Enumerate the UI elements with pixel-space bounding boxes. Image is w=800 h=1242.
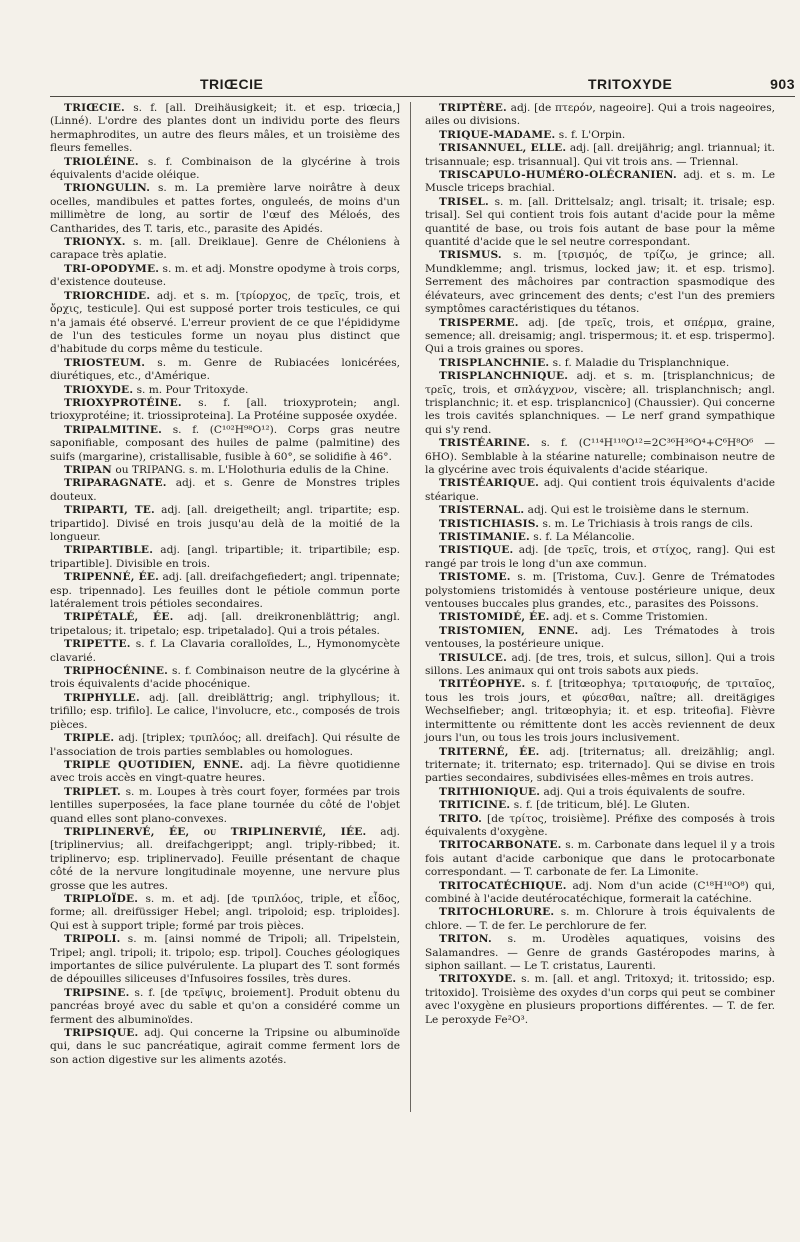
dictionary-entry bbox=[50, 156, 400, 183]
dictionary-entry bbox=[50, 571, 400, 611]
entry-definition: adj. Qui concerne la Tripsine ou albuminoïde qui, dans le suc pancréatique, agirait comme ferment lors de son action digestive sur les aliments azotés. bbox=[50, 1027, 400, 1066]
entry-headword: TRIPETTE. bbox=[64, 638, 131, 651]
entry-headword: TRISTOMIEN, ENNE. bbox=[439, 624, 579, 637]
dictionary-entry bbox=[50, 182, 400, 236]
entry-definition: s. f. Combinaison de la glycérine à trois équivalents d'acide oléique. bbox=[50, 155, 400, 182]
entry-headword: TRISTOME. bbox=[439, 571, 511, 584]
right-guide-word: TRITOXYDE bbox=[588, 76, 673, 92]
dictionary-entry bbox=[50, 397, 400, 424]
entry-headword: TRISEL. bbox=[439, 195, 489, 208]
entry-headword: TRIPARTIBLE. bbox=[64, 544, 154, 557]
left-guide-word: TRIŒCIE bbox=[200, 76, 264, 92]
entry-headword: TRITOCATÉCHIQUE. bbox=[439, 879, 567, 892]
entry-definition: s. m. et adj. Monstre opodyme à trois corps, d'existence douteuse. bbox=[50, 262, 400, 289]
dictionary-entry bbox=[50, 464, 400, 477]
entry-definition: s. m. [Tristoma, Cuv.]. Genre de Trématodes polystomiens tristomidés à ventouse postérieure unique, deux ventouses buccales plus grandes, etc., parasites des Poissons. bbox=[425, 571, 775, 611]
entry-definition: adj. Qui a trois équivalents de soufre. bbox=[540, 785, 746, 798]
entry-definition: s. f. [all. Dreihäusigkeit; it. et esp. triœcia,] (Linné). L'ordre des plantes dont un individu porte des fleurs hermaphrodites, un autre des fleurs mâles, et un troisième des fleurs femelles. bbox=[50, 102, 400, 155]
entry-definition: s. f. [tritœophya; τριταιοφυής, de τριταῖος, tous les trois jours, et φύεσθαι, naître; all. dreitägiges Wechselfieber; angl. tritœophyia; it. et esp. triteofia]. Fièvre intermittente ou rémittente dont les accès reviennent de deux jours l'un, ou tous les trois jours inclusivement. bbox=[425, 678, 775, 745]
left-column bbox=[50, 102, 400, 1067]
entry-definition: s. f. La Clavaria coralloïdes, L., Hymonomycète clavarié. bbox=[50, 638, 400, 664]
dictionary-entry bbox=[50, 1027, 400, 1067]
entry-headword: TRIOXYPROTÉINE. bbox=[64, 396, 182, 409]
dictionary-entry bbox=[425, 839, 775, 879]
entry-headword: TRIONYX. bbox=[64, 236, 126, 249]
entry-headword: TRIPARTI, TE. bbox=[64, 504, 155, 517]
dictionary-entry bbox=[425, 370, 775, 437]
entry-headword: TRISTICHIASIS. bbox=[439, 517, 540, 530]
entry-headword: TRISTERNAL. bbox=[439, 504, 525, 517]
dictionary-entry bbox=[425, 357, 775, 370]
right-column bbox=[425, 102, 775, 1027]
entry-definition: s. m. Urodèles aquatiques, voisins des Salamandres. — Genre de grands Gastéropodes marins, à siphon saillant. — Le T. cristatus, Laurenti. bbox=[425, 933, 775, 972]
dictionary-entry bbox=[50, 933, 400, 987]
entry-definition: adj. Qui est le troisième dans le sternum. bbox=[524, 504, 750, 517]
entry-headword: TRISPERME. bbox=[439, 316, 519, 329]
entry-headword: TRIOXYDE. bbox=[64, 383, 134, 396]
entry-definition: adj. Les Trématodes à trois ventouses, la postérieure unique. bbox=[425, 624, 775, 651]
entry-definition: adj. Qui contient trois équivalents d'acide stéarique. bbox=[425, 477, 775, 503]
dictionary-entry bbox=[50, 504, 400, 544]
entry-definition: s. m. [τρισμός, de τρίζω, je grince; all. Mundklemme; angl. trismus, locked jaw; it. et esp. trismo]. Serrement des mâchoires par contraction spasmodique des élévateurs, avec grincement des dents; c'est l'un des premiers symptômes caractéristiques du tétanos. bbox=[425, 249, 775, 316]
dictionary-entry bbox=[50, 987, 400, 1027]
entry-headword: TRIOSTEUM. bbox=[64, 356, 146, 369]
entry-definition: adj. [triplinervius; all. dreifachgerippt; angl. triply-ribbed; it. triplinervo; esp. triplinervado]. Feuille présentant de chaque côté de la nervure longitudinale moyenne, une nervure plus grosse que les autres. bbox=[50, 825, 400, 892]
dictionary-entry bbox=[50, 759, 400, 786]
entry-definition: s. f. (C¹¹⁴H¹¹⁰O¹²=2C³⁶H³⁶O⁴+C⁶H⁸O⁶ — 6HO). Semblable à la stéarine naturelle; combinaison neutre de la glycérine avec trois équivalents d'acide stéarique. bbox=[425, 437, 775, 476]
entry-headword: TRISTOMIDÉ, ÉE. bbox=[439, 611, 550, 624]
entry-definition: adj. [triternatus; all. dreizählig; angl. triternate; it. triternato; esp. triternado]. Qui se divise en trois parties secondaires, subdivisées elles-mêmes en trois autres. bbox=[425, 745, 775, 785]
dictionary-entry bbox=[50, 477, 400, 504]
entry-definition: s. m. [all. et angl. Tritoxyd; it. tritossido; esp. tritoxido]. Troisième des oxydes d'un corps qui peut se combiner avec l'oxygène en plusieurs proportions différentes. — T. de fer. Le peroxyde Fe²O³. bbox=[425, 973, 775, 1026]
entry-headword: TRITÉOPHYE. bbox=[439, 678, 526, 691]
entry-definition: s. m. [all. Drittelsalz; angl. trisalt; it. trisale; esp. trisal]. Sel qui contient trois fois autant d'acide pour la même quantité de base, ou trois fois autant de base pour la même quantité d'acide que le sel neutre correspondant. bbox=[425, 195, 775, 249]
dictionary-entry bbox=[425, 531, 775, 544]
entry-headword: TRIORCHIDE. bbox=[64, 289, 151, 302]
entry-headword: TRITERNÉ, ÉE. bbox=[439, 745, 540, 758]
entry-headword: TRIPENNÉ, ÉE. bbox=[64, 571, 160, 584]
entry-definition: s. m. La première larve noirâtre à deux ocelles, mandibules et pattes fortes, onguleés, de moins d'un millimètre de long, au sortir de l'œuf des Méloés, des Cantharides, des T. taris, etc., parasite des Apidés. bbox=[50, 182, 400, 235]
entry-definition: adj. et s. m. Le Muscle triceps brachial. bbox=[425, 169, 775, 195]
entry-definition: ou TRIPANG. s. m. L'Holothuria edulis de la Chine. bbox=[111, 463, 390, 476]
dictionary-entry bbox=[50, 786, 400, 826]
entry-definition: s. f. La Mélancolie. bbox=[529, 531, 635, 543]
entry-headword: TRIPTÈRE. bbox=[439, 102, 507, 114]
entry-headword: TRIPSINE. bbox=[64, 986, 130, 999]
entry-definition: adj. [triplex; τριπλόος; all. dreifach]. Qui résulte de l'association de trois parties semblables ou homologues. bbox=[50, 732, 400, 758]
entry-definition: s. m. Loupes à très court foyer, formées par trois lentilles superposées, la face plane tournée du côté de l'objet quand elles sont plano-convexes. bbox=[50, 785, 400, 825]
entry-definition: s. m. [all. Dreiklaue]. Genre de Chéloniens à carapace très aplatie. bbox=[50, 236, 400, 262]
page-number: 903 bbox=[770, 76, 795, 92]
entry-headword: TRISANNUEL, ELLE. bbox=[439, 142, 567, 155]
dictionary-entry bbox=[425, 518, 775, 531]
entry-headword: TRITOXYDE. bbox=[439, 973, 517, 986]
entry-headword: TRISTIQUE. bbox=[439, 544, 514, 557]
dictionary-entry bbox=[425, 477, 775, 504]
dictionary-entry bbox=[425, 102, 775, 129]
entry-definition: s. f. (C¹⁰²H⁹⁸O¹²). Corps gras neutre saponifiable, composant des huiles de palme (palmitine) des suifs (margarine), cristallisable, fusible à 60°, se solidifie à 46°. bbox=[50, 423, 400, 463]
entry-headword: TRISTIMANIE. bbox=[439, 531, 530, 543]
dictionary-entry bbox=[50, 692, 400, 732]
entry-headword: TRISTÉARINE. bbox=[439, 437, 531, 450]
entry-headword: TRI-OPODYME. bbox=[64, 262, 160, 275]
entry-headword: TRIPAN bbox=[64, 463, 112, 476]
dictionary-entry bbox=[425, 625, 775, 652]
dictionary-entry bbox=[425, 544, 775, 571]
entry-definition: adj. Nom d'un acide (C¹⁸H¹⁰O⁸) qui, combiné à l'acide deutérocatéchique, formerait la catéchine. bbox=[425, 879, 775, 905]
entry-definition: adj. [angl. tripartible; it. tripartibile; esp. tripartible]. Divisible en trois. bbox=[50, 544, 400, 570]
entry-headword: TRIPALMITINE. bbox=[64, 423, 163, 436]
entry-definition: s. f. Combinaison neutre de la glycérine à trois équivalents d'acide phocénique. bbox=[50, 665, 400, 691]
entry-definition: s. m. [ainsi nommé de Tripoli; all. Tripelstein, Tripel; angl. tripoli; it. tripolo; esp. tripol]. Couches géologiques importantes de silice pulvérulente. La plupart des T. sont formés de dépouilles siliceuses d'Infusoires fossiles, très dures. bbox=[50, 933, 400, 986]
entry-headword: TRIQUE-MADAME. bbox=[439, 128, 556, 141]
dictionary-entry bbox=[50, 102, 400, 156]
entry-definition: s. m. Chlorure à trois équivalents de chlore. — T. de fer. Le perchlorure de fer. bbox=[425, 906, 775, 932]
entry-headword: TRITHIONIQUE. bbox=[439, 785, 541, 798]
dictionary-entry bbox=[425, 196, 775, 250]
entry-definition: s. f. [de triticum, blé]. Le Gluten. bbox=[510, 799, 690, 812]
entry-headword: TRIPHOCÉNINE. bbox=[64, 665, 169, 678]
entry-definition: adj. et s. Comme Tristomien. bbox=[549, 611, 708, 624]
dictionary-entry bbox=[50, 357, 400, 384]
entry-headword: TRIPLET. bbox=[64, 785, 121, 798]
dictionary-entry bbox=[50, 665, 400, 692]
dictionary-entry bbox=[425, 906, 775, 933]
dictionary-entry bbox=[425, 746, 775, 786]
entry-headword: TRIOLÉINE. bbox=[64, 155, 139, 168]
dictionary-entry bbox=[425, 880, 775, 907]
entry-headword: TRIPLINERVÉ, ÉE, ou TRIPLINERVIÉ, IÉE. bbox=[64, 825, 367, 838]
entry-definition: adj. [de τρεῖς, trois, et στίχος, rang]. Qui est rangé par trois le long d'un axe commun. bbox=[425, 544, 775, 570]
entry-definition: s. f. L'Orpin. bbox=[555, 128, 626, 141]
entry-definition: adj. [de πτερόν, nageoire]. Qui a trois nageoires, ailes ou divisions. bbox=[425, 102, 775, 128]
dictionary-entry bbox=[50, 638, 400, 665]
entry-definition: s. m. Carbonate dans lequel il y a trois fois autant d'acide carbonique que dans le protocarbonate correspondant. — T. carbonate de fer. La Limonite. bbox=[425, 839, 775, 879]
dictionary-entry bbox=[425, 786, 775, 799]
dictionary-entry bbox=[50, 893, 400, 933]
entry-headword: TRIPLE QUOTIDIEN, ENNE. bbox=[64, 758, 244, 771]
entry-definition: adj. [all. dreiblättrig; angl. triphyllous; it. trifillo; esp. trifilo]. Le calice, l'involucre, etc., composés de trois pièces. bbox=[50, 691, 400, 731]
entry-headword: TRISCAPULO-HUMÉRO-OLÉCRANIEN. bbox=[439, 169, 677, 182]
entry-definition: adj. [de τρεῖς, trois, et σπέρμα, graine, semence; all. dreisamig; angl. trispermous; it. et esp. trispermo]. Qui a trois graines ou spores. bbox=[425, 316, 775, 356]
dictionary-entry bbox=[50, 732, 400, 759]
entry-headword: TRIPLOÏDE. bbox=[64, 892, 139, 905]
entry-definition: adj. [all. dreigetheilt; angl. tripartite; esp. tripartido]. Divisé en trois jusqu'au delà de la moitié de la longueur. bbox=[50, 504, 400, 543]
dictionary-entry bbox=[425, 249, 775, 316]
entry-headword: TRIPARAGNATE. bbox=[64, 477, 167, 490]
dictionary-entry bbox=[425, 973, 775, 1027]
dictionary-entry bbox=[425, 437, 775, 477]
dictionary-entry bbox=[50, 826, 400, 893]
dictionary-entry bbox=[425, 813, 775, 840]
column-rule bbox=[410, 102, 411, 1112]
dictionary-entry bbox=[425, 129, 775, 142]
entry-definition: [de τρίτος, troisième]. Préfixe des composés à trois équivalents d'oxygène. bbox=[425, 812, 775, 838]
dictionary-entry bbox=[425, 799, 775, 812]
dictionary-entry bbox=[425, 652, 775, 679]
entry-headword: TRIPOLI. bbox=[64, 933, 121, 946]
dictionary-entry bbox=[425, 142, 775, 169]
entry-headword: TRISTÉARIQUE. bbox=[439, 477, 540, 490]
entry-definition: s. f. [all. trioxyprotein; angl. trioxyprotéine; it. triossiproteina]. La Protéine supposée oxydée. bbox=[50, 396, 400, 423]
entry-headword: TRITON. bbox=[439, 933, 492, 946]
entry-definition: adj. et s. m. [τρίορχος, de τρεῖς, trois, et ὄρχις, testicule]. Qui est supposé porter trois testicules, ce qui n'a jamais été observé. L'erreur provient de ce que l'épididyme de l'un des testicules forme un noyau plus distinct que d'habitude du corps même du testicule. bbox=[50, 289, 400, 356]
entry-definition: s. m. Pour Tritoxyde. bbox=[133, 383, 249, 396]
dictionary-entry bbox=[50, 290, 400, 357]
entry-headword: TRISULCE. bbox=[439, 651, 507, 664]
entry-definition: s. m. Genre de Rubiacées lonicérées, diurétiques, etc., d'Amérique. bbox=[50, 356, 400, 383]
entry-headword: TRITOCHLORURE. bbox=[439, 906, 555, 919]
entry-definition: adj. et s. m. [trisplanchnicus; de τρεῖς, trois, et σπλάγχνον, viscère; all. trisplanchnisch; angl. trisplanchnic; it. et esp. trisplancnico] (Chaussier). Qui concerne les trois cavités splanchniques. — Le nerf grand sympathique qui s'y rend. bbox=[425, 370, 775, 436]
running-head bbox=[50, 72, 795, 97]
entry-headword: TRISMUS. bbox=[439, 249, 502, 262]
entry-headword: TRITOCARBONATE. bbox=[439, 839, 562, 852]
dictionary-entry bbox=[425, 678, 775, 745]
dictionary-entry bbox=[50, 263, 400, 290]
dictionary-entry bbox=[425, 933, 775, 973]
dictionary-entry bbox=[425, 317, 775, 357]
entry-definition: adj. et s. Genre de Monstres triples douteux. bbox=[50, 477, 400, 503]
entry-definition: adj. La fièvre quotidienne avec trois accès en vingt-quatre heures. bbox=[50, 758, 400, 785]
dictionary-entry bbox=[50, 236, 400, 263]
dictionary-entry bbox=[50, 384, 400, 397]
dictionary-entry bbox=[50, 544, 400, 571]
dictionary-entry bbox=[425, 571, 775, 611]
entry-headword: TRIPLE. bbox=[64, 732, 115, 745]
entry-definition: adj. [all. dreijährig; angl. triannual; it. trisannuale; esp. trisannual]. Qui vit trois ans. — Triennal. bbox=[425, 142, 775, 168]
entry-definition: s. f. [de τρεῖψις, broiement]. Produit obtenu du pancréas broyé avec du sable et qu'on a considéré comme un ferment des albuminoïdes. bbox=[50, 986, 400, 1026]
entry-definition: s. m. et adj. [de τριπλόος, triple, et εἶδος, forme; all. dreifüssiger Hebel; angl. tripoloid; esp. triploides]. Qui est à support triple; formé par trois pièces. bbox=[50, 892, 400, 932]
dictionary-entry bbox=[425, 611, 775, 624]
entry-definition: adj. [all. dreikronenblättrig; angl. tripetalous; it. tripetalo; esp. tripetalado]. Qui a trois pétales. bbox=[50, 611, 400, 637]
entry-definition: adj. [all. dreifachgefiedert; angl. tripennate; esp. tripennado]. Les feuilles dont le pétiole commun porte latéralement trois pétioles secondaires. bbox=[50, 571, 400, 611]
entry-headword: TRIPHYLLE. bbox=[64, 691, 140, 704]
entry-headword: TRISPLANCHNIE. bbox=[439, 356, 550, 369]
entry-headword: TRITICINE. bbox=[439, 799, 511, 812]
entry-headword: TRIPSIQUE. bbox=[64, 1027, 139, 1040]
entry-definition: adj. [de tres, trois, et sulcus, sillon]. Qui a trois sillons. Les animaux qui ont trois sabots aux pieds. bbox=[425, 651, 775, 678]
dictionary-entry bbox=[425, 504, 775, 517]
dictionary-entry bbox=[425, 169, 775, 196]
entry-headword: TRITO. bbox=[439, 812, 483, 825]
entry-definition: s. f. Maladie du Trisplanchnique. bbox=[549, 356, 730, 369]
dictionary-entry bbox=[50, 424, 400, 464]
entry-headword: TRIŒCIE. bbox=[64, 102, 125, 114]
dictionary-entry bbox=[50, 611, 400, 638]
entry-headword: TRIPÉTALÉ, ÉE. bbox=[64, 611, 174, 624]
entry-headword: TRISPLANCHNIQUE. bbox=[439, 370, 569, 383]
entry-headword: TRIONGULIN. bbox=[64, 182, 151, 195]
columns bbox=[50, 102, 795, 1222]
entry-definition: s. m. Le Trichiasis à trois rangs de cils. bbox=[539, 517, 754, 530]
